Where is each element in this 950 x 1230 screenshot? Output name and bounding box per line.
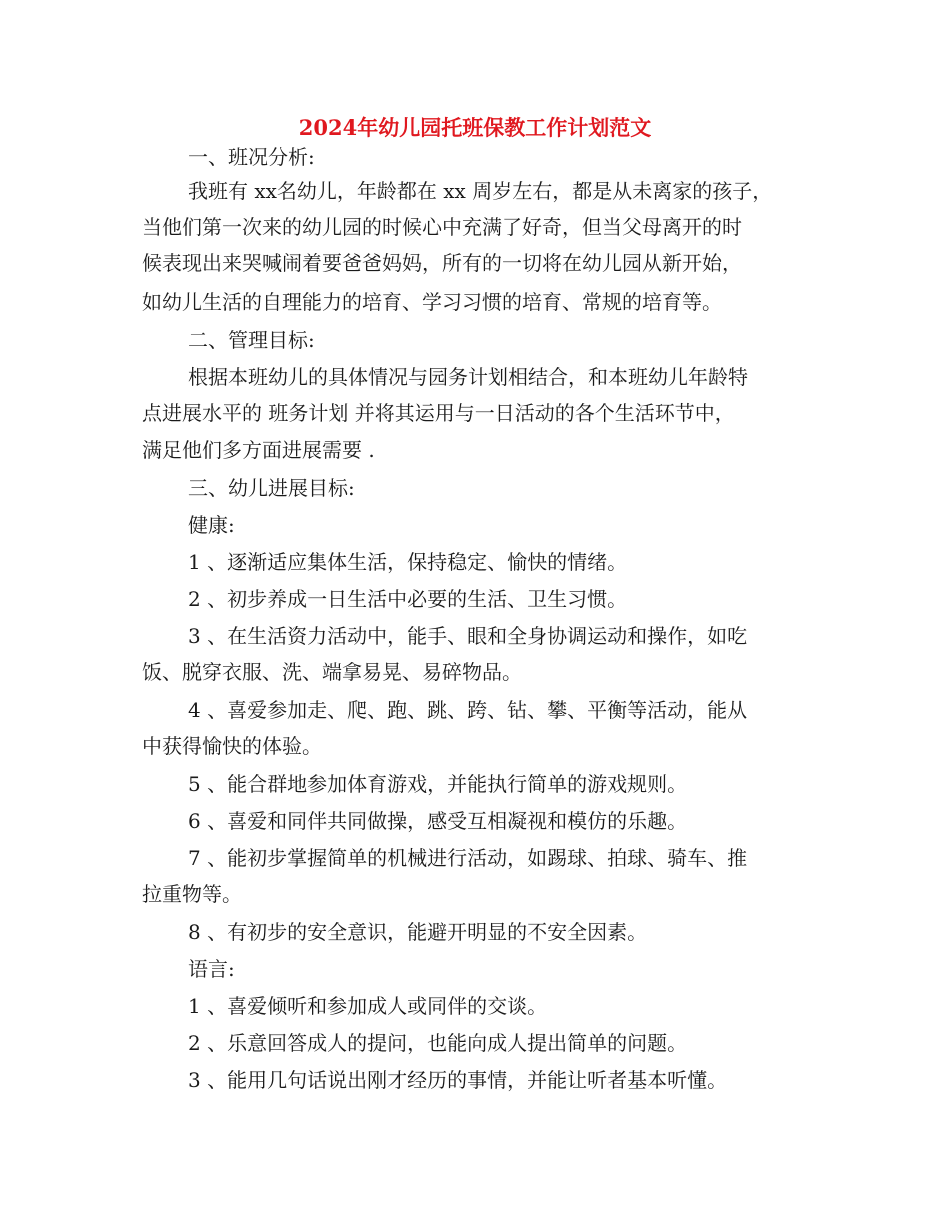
list-item: 3 、在生活资力活动中，能手、眼和全身协调运动和操作，如吃: [188, 624, 748, 648]
document-title: 2024年幼儿园托班保教工作计划范文: [298, 115, 652, 140]
paragraph-line: 满足他们多方面进展需要 .: [142, 438, 375, 462]
section-heading-class-analysis: 一、班况分析:: [188, 145, 315, 169]
list-item: 2 、乐意回答成人的提问，也能向成人提出简单的问题。: [188, 1031, 688, 1055]
subsection-heading-health: 健康:: [188, 513, 235, 537]
list-item-continuation: 中获得愉快的体验。: [142, 734, 322, 758]
paragraph-line: 根据本班幼儿的具体情况与园务计划相结合，和本班幼儿年龄特: [188, 365, 748, 389]
subsection-heading-language: 语言:: [188, 957, 235, 981]
list-item: 7 、能初步掌握简单的机械进行活动，如踢球、拍球、骑车、推: [188, 846, 748, 870]
list-item: 4 、喜爱参加走、爬、跑、跳、跨、钻、攀、平衡等活动，能从: [188, 698, 748, 722]
list-item-continuation: 饭、脱穿衣服、洗、端拿易晃、易碎物品。: [142, 660, 522, 684]
list-item-continuation: 拉重物等。: [142, 882, 242, 906]
list-item: 1 、逐渐适应集体生活，保持稳定、愉快的情绪。: [188, 550, 628, 574]
list-item: 8 、有初步的安全意识，能避开明显的不安全因素。: [188, 920, 648, 944]
list-item: 1 、喜爱倾听和参加成人或同伴的交谈。: [188, 994, 548, 1018]
paragraph-line: 我班有 xx名幼儿，年龄都在 xx 周岁左右，都是从未离家的孩子，: [188, 179, 773, 203]
section-heading-management-goals: 二、管理目标:: [188, 328, 315, 352]
list-item: 3 、能用几句话说出刚才经历的事情，并能让听者基本听懂。: [188, 1068, 728, 1092]
paragraph-line: 候表现出来哭喊闹着要爸爸妈妈，所有的一切将在幼儿园从新开始，: [142, 251, 742, 275]
section-heading-development-goals: 三、幼儿进展目标:: [188, 476, 355, 500]
paragraph-line: 当他们第一次来的幼儿园的时候心中充满了好奇，但当父母离开的时: [142, 215, 742, 239]
list-item: 5 、能合群地参加体育游戏，并能执行简单的游戏规则。: [188, 772, 688, 796]
list-item: 6 、喜爱和同伴共同做操，感受互相凝视和模仿的乐趣。: [188, 809, 688, 833]
paragraph-line: 点进展水平的 班务计划 并将其运用与一日活动的各个生活环节中，: [142, 401, 735, 425]
paragraph-line: 如幼儿生活的自理能力的培育、学习习惯的培育、常规的培育等。: [142, 290, 722, 314]
list-item: 2 、初步养成一日生活中必要的生活、卫生习惯。: [188, 587, 628, 611]
